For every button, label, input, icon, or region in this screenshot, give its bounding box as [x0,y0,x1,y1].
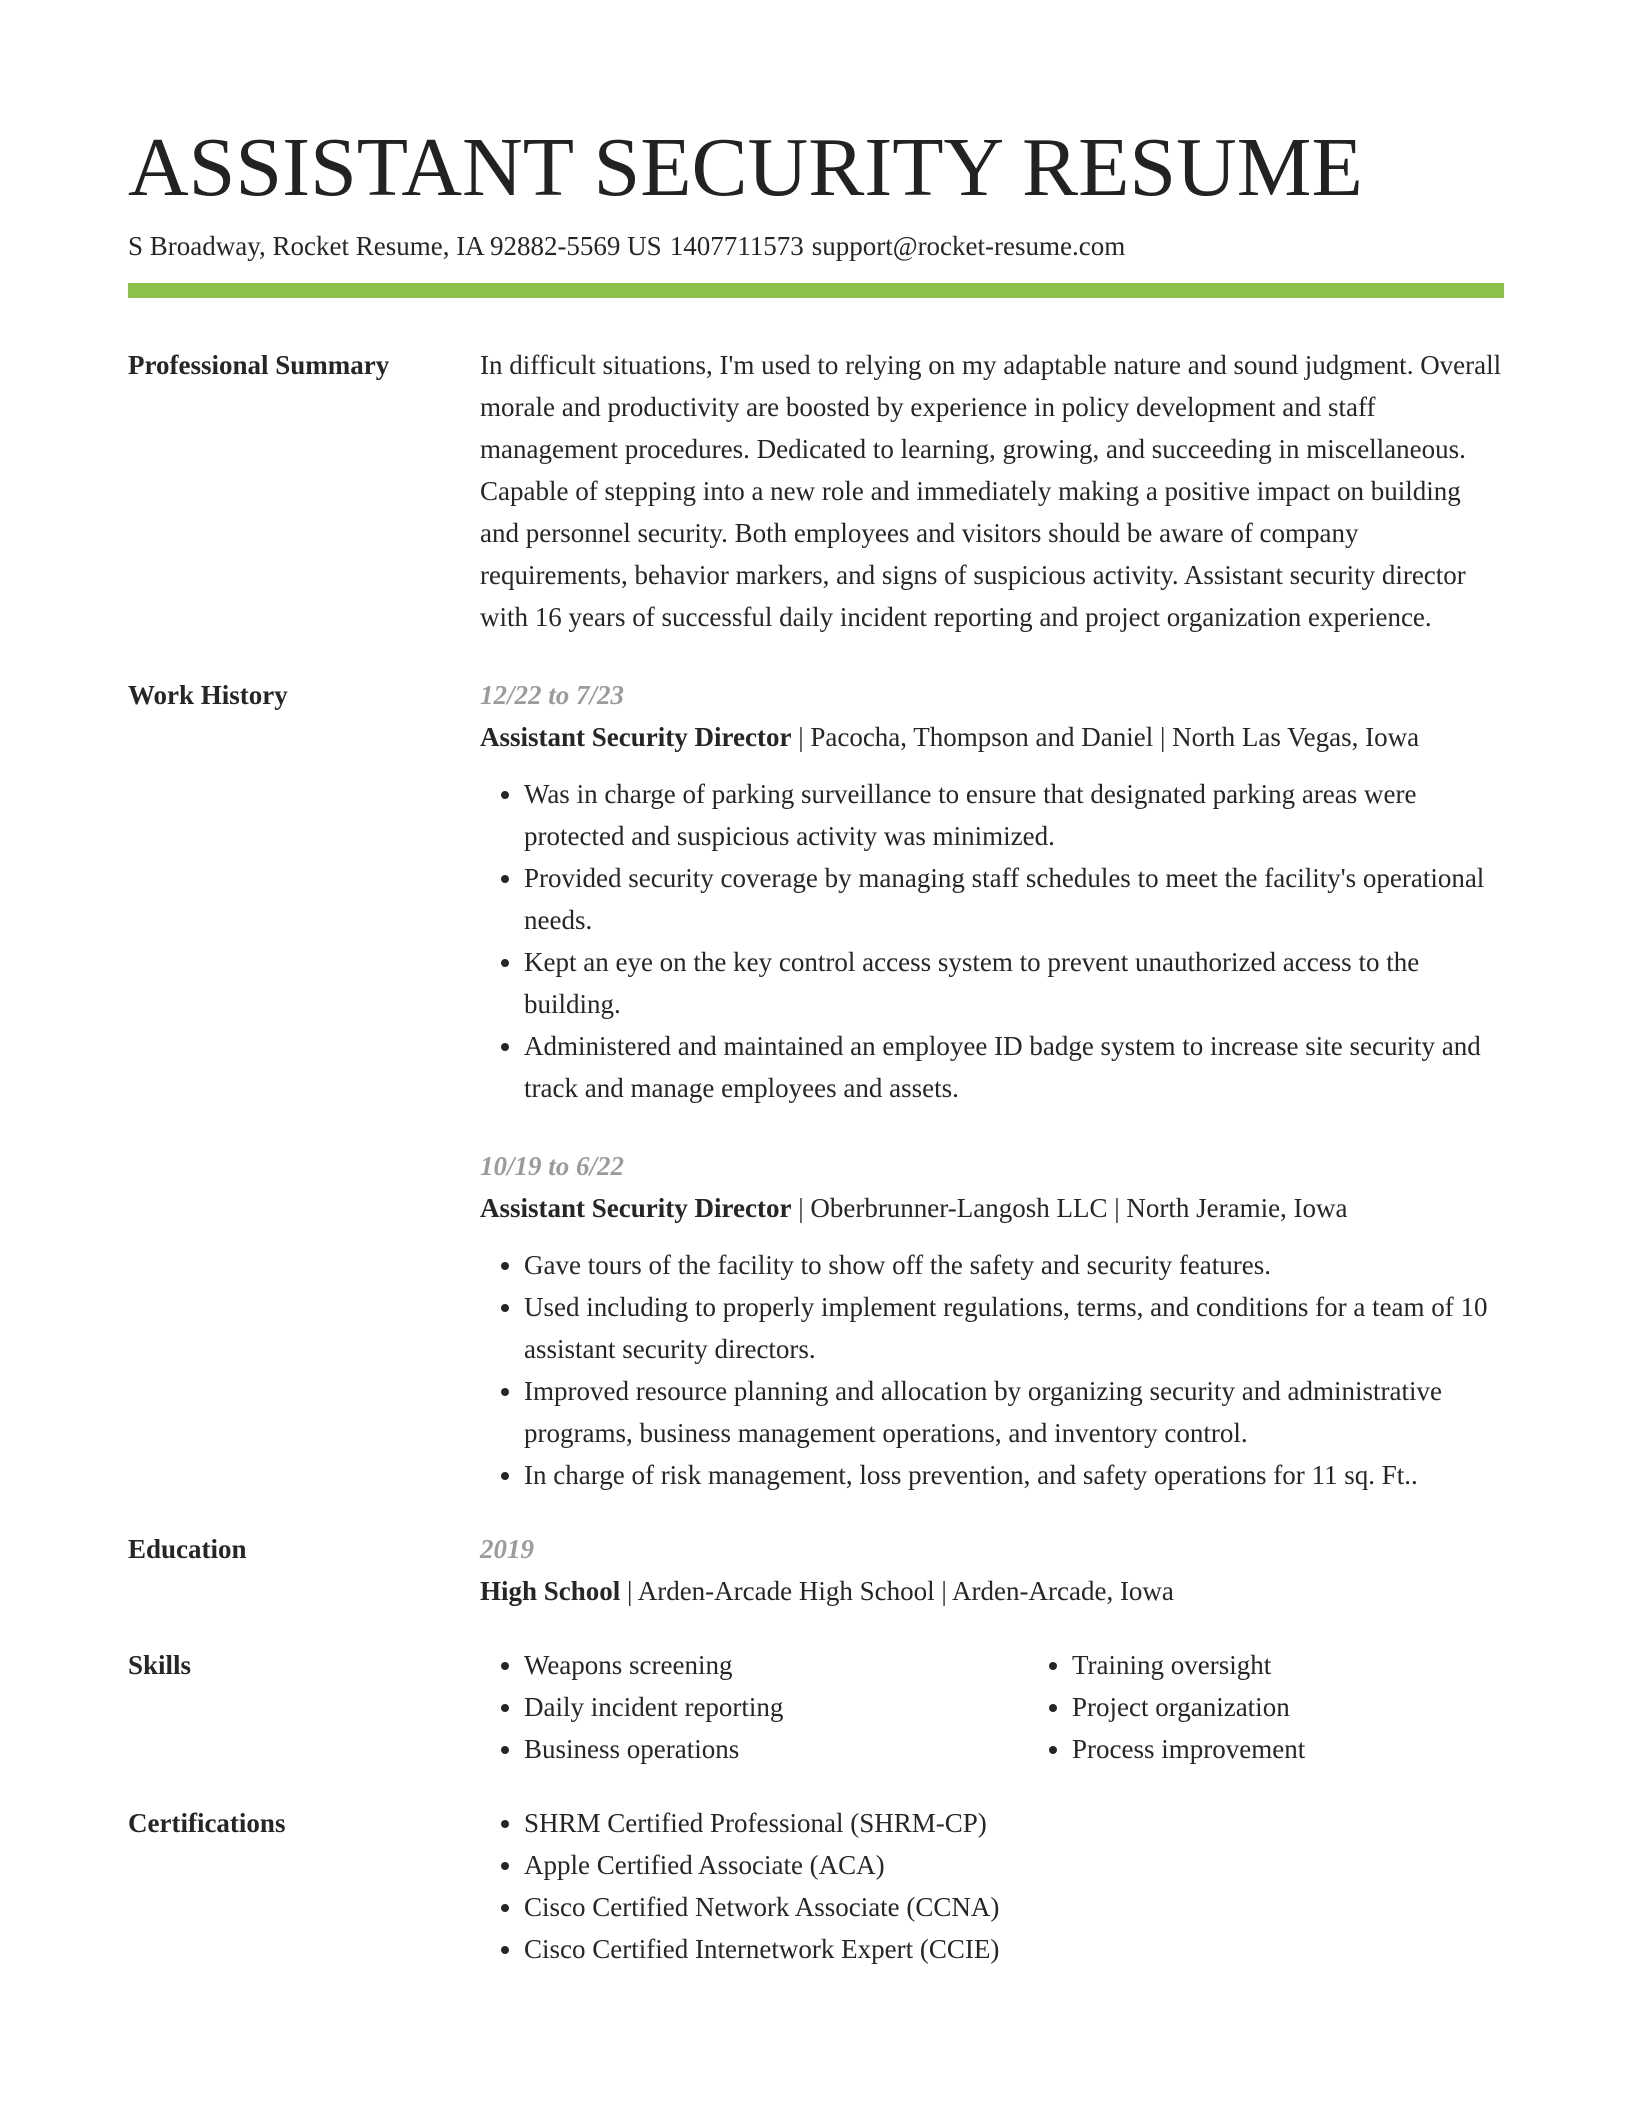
education-year: 2019 [480,1534,534,1564]
job-heading [480,1187,1504,1229]
job-bullets [480,773,1504,1109]
job-dates: 12/22 to 7/23 [480,680,625,710]
skill-item: • Business operations [524,1728,1028,1770]
certification-item: • Cisco Certified Internetwork Expert (CCIE) [524,1928,1504,1970]
job-entry [480,1145,1504,1496]
job-heading [480,716,1504,758]
job-title: Assistant Security Director [480,722,792,752]
job-details: | Oberbrunner-Langosh LLC | North Jeramie, Iowa [791,1193,1348,1223]
job-bullet: • Kept an eye on the key control access system to prevent unauthorized access to the building. [524,941,1504,1025]
section-label-certifications: Certifications [128,1808,286,1838]
skills-list-right [1028,1644,1576,1770]
section-label-summary: Professional Summary [128,350,390,380]
section-label-skills: Skills [128,1650,192,1680]
job-entry [480,674,1504,1109]
education-section [128,1528,1504,1612]
skill-item: • Process improvement [1072,1728,1576,1770]
job-bullet: • Provided security coverage by managing staff schedules to meet the facility's operational needs. [524,857,1504,941]
skill-item: • Daily incident reporting [524,1686,1028,1728]
job-title: Assistant Security Director [480,1193,792,1223]
section-label-education: Education [128,1534,247,1564]
education-heading [480,1570,1504,1612]
skills-list-left [480,1644,1028,1770]
job-bullet: • Used including to properly implement regulations, terms, and conditions for a team of 10 assistant security directors. [524,1286,1504,1370]
section-label-work: Work History [128,680,288,710]
contact-line [128,228,1504,264]
job-dates: 10/19 to 6/22 [480,1151,625,1181]
skill-item: • Project organization [1072,1686,1576,1728]
certification-item: • Apple Certified Associate (ACA) [524,1844,1504,1886]
work-history-section [128,674,1504,1496]
contact-email: support@rocket-resume.com [811,231,1126,261]
job-bullet: • Was in charge of parking surveillance to ensure that designated parking areas were protected and suspicious activity was minimized. [524,773,1504,857]
job-bullet: • Improved resource planning and allocation by organizing security and administrative programs, business management operations, and inventory control. [524,1370,1504,1454]
job-bullet: • Gave tours of the facility to show off the safety and security features. [524,1244,1504,1286]
education-degree: High School [480,1576,621,1606]
certification-item: • SHRM Certified Professional (SHRM-CP) [524,1802,1504,1844]
summary-text: In difficult situations, I'm used to relying on my adaptable nature and sound judgment. Overall morale and productivity are boosted by experience in policy development and staff management procedures. Dedicated to learning, growing, and succeeding in miscellaneous. Capable of stepping into a new role and immediately making a positive impact on building and personnel security. Both employees and visitors should be aware of company requirements, behavior markers, and signs of suspicious activity. Assistant security director with 16 years of successful daily incident reporting and project organization experience. [480,350,1502,632]
contact-address: S Broadway, Rocket Resume, IA 92882-5569 US [128,231,662,261]
resume-title: ASSISTANT SECURITY RESUME [128,121,1363,214]
resume-page [128,120,1504,1970]
job-bullets [480,1244,1504,1496]
certifications-list [480,1802,1504,1970]
skill-item: • Weapons screening [524,1644,1028,1686]
contact-phone: 1407711573 [669,231,804,261]
header-divider [128,283,1504,298]
job-bullet: • In charge of risk management, loss prevention, and safety operations for 11 sq. Ft.. [524,1454,1504,1496]
certifications-section [128,1802,1504,1970]
skill-item: • Training oversight [1072,1644,1576,1686]
skills-section [128,1644,1504,1770]
education-details: | Arden-Arcade High School | Arden-Arcade, Iowa [620,1576,1174,1606]
job-bullet: • Administered and maintained an employee ID badge system to increase site security and track and manage employees and assets. [524,1025,1504,1109]
job-details: | Pacocha, Thompson and Daniel | North Las Vegas, Iowa [791,722,1420,752]
summary-section [128,344,1504,638]
certification-item: • Cisco Certified Network Associate (CCNA) [524,1886,1504,1928]
